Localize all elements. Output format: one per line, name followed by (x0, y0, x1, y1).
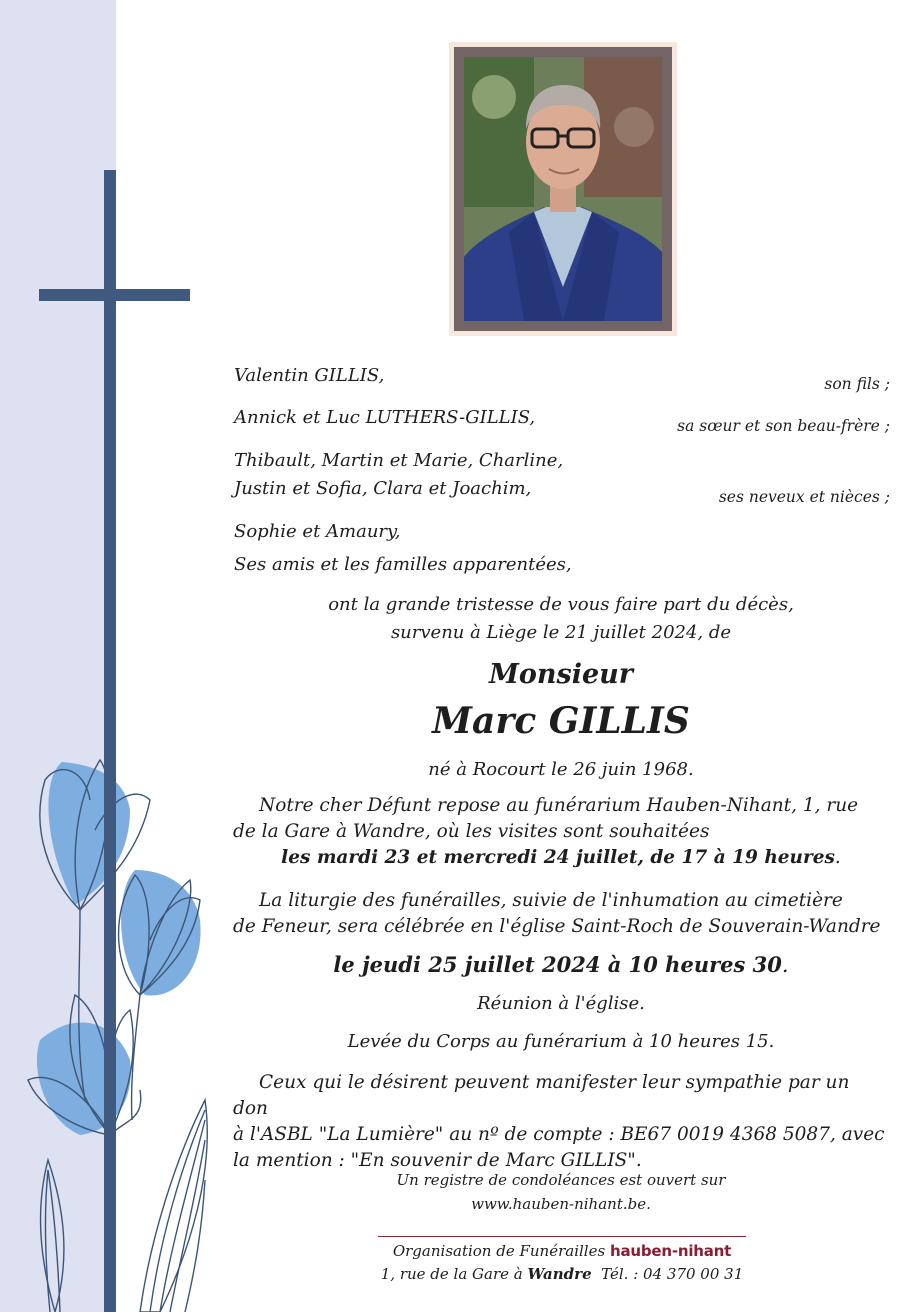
visit-times: les mardi 23 et mercredi 24 juillet, de 17 à 19 heures (281, 847, 835, 868)
footer-town: Wandre (527, 1265, 592, 1283)
footer-org-line (378, 1240, 746, 1262)
visit-times-line (233, 845, 889, 871)
family-line-1: Valentin GILLIS, (234, 365, 385, 386)
register-link[interactable]: www.hauben-nihant.be. (471, 1195, 651, 1213)
announcement-line-1: ont la grande tristesse de vous faire part du décès, (328, 594, 794, 615)
announcement-line-2: survenu à Liège le 21 juillet 2024, de (390, 622, 732, 643)
footer-divider (378, 1236, 746, 1237)
donation-line-1: Ceux qui le désirent peuvent manifester leur sympathie par un don (233, 1072, 850, 1119)
funeral-date: le jeudi 25 juillet 2024 à 10 heures 30 (333, 952, 782, 977)
funeral-line-2: de Feneur, sera célébrée en l'église Saint-Roch de Souverain-Wandre (233, 916, 881, 937)
relation-1: son fils ; (824, 375, 890, 393)
deceased-name: Marc GILLIS (432, 700, 690, 742)
footer-phone: Tél. : 04 370 00 31 (601, 1265, 744, 1283)
funeral-date-end: . (781, 953, 789, 977)
family-line-3b: Justin et Sofia, Clara et Joachim, (234, 478, 532, 499)
portrait-frame (449, 42, 677, 336)
brand-logo: hauben-nihant (609, 1242, 732, 1260)
portrait-mat (454, 47, 672, 331)
register-line-1: Un registre de condoléances est ouvert sur (396, 1171, 726, 1189)
levee-text: Levée du Corps au funérarium à 10 heures 15. (347, 1031, 775, 1052)
donation-line-3: la mention : "En souvenir de Marc GILLIS". (233, 1150, 642, 1171)
relation-2: sa sœur et son beau-frère ; (677, 417, 890, 435)
family-line-3a: Thibault, Martin et Marie, Charline, (234, 450, 564, 471)
visit-line-1: Notre cher Défunt repose au funérarium Hauben-Nihant, 1, rue (259, 795, 859, 816)
relation-3: ses neveux et nièces ; (718, 488, 890, 506)
visit-block (233, 793, 889, 871)
footer-address-line (378, 1263, 746, 1285)
family-line-4: Sophie et Amaury, (234, 521, 401, 542)
visit-times-end: . (834, 847, 841, 868)
footer-address: 1, rue de la Gare à (380, 1265, 523, 1283)
donation-block (233, 1070, 889, 1174)
meeting-text: Réunion à l'église. (477, 993, 645, 1014)
funeral-date-line (233, 951, 889, 979)
deceased-title: Monsieur (488, 659, 634, 690)
cross-horizontal-bar (39, 289, 190, 301)
family-line-2: Annick et Luc LUTHERS-GILLIS, (234, 407, 536, 428)
funeral-line-1: La liturgie des funérailles, suivie de l'inhumation au cimetière (259, 890, 843, 911)
visit-line-2: de la Gare à Wandre, où les visites sont souhaitées (233, 821, 710, 842)
footer-org: Organisation de Funérailles (392, 1242, 606, 1260)
portrait-photo (464, 57, 662, 321)
donation-line-2: à l'ASBL "La Lumière" au nº de compte : BE67 0019 4368 5087, avec (233, 1124, 885, 1145)
family-line-5: Ses amis et les familles apparentées, (234, 554, 572, 575)
deceased-birth: né à Rocourt le 26 juin 1968. (428, 759, 694, 780)
funeral-block (233, 888, 889, 940)
cross-vertical-bar (104, 170, 116, 1312)
